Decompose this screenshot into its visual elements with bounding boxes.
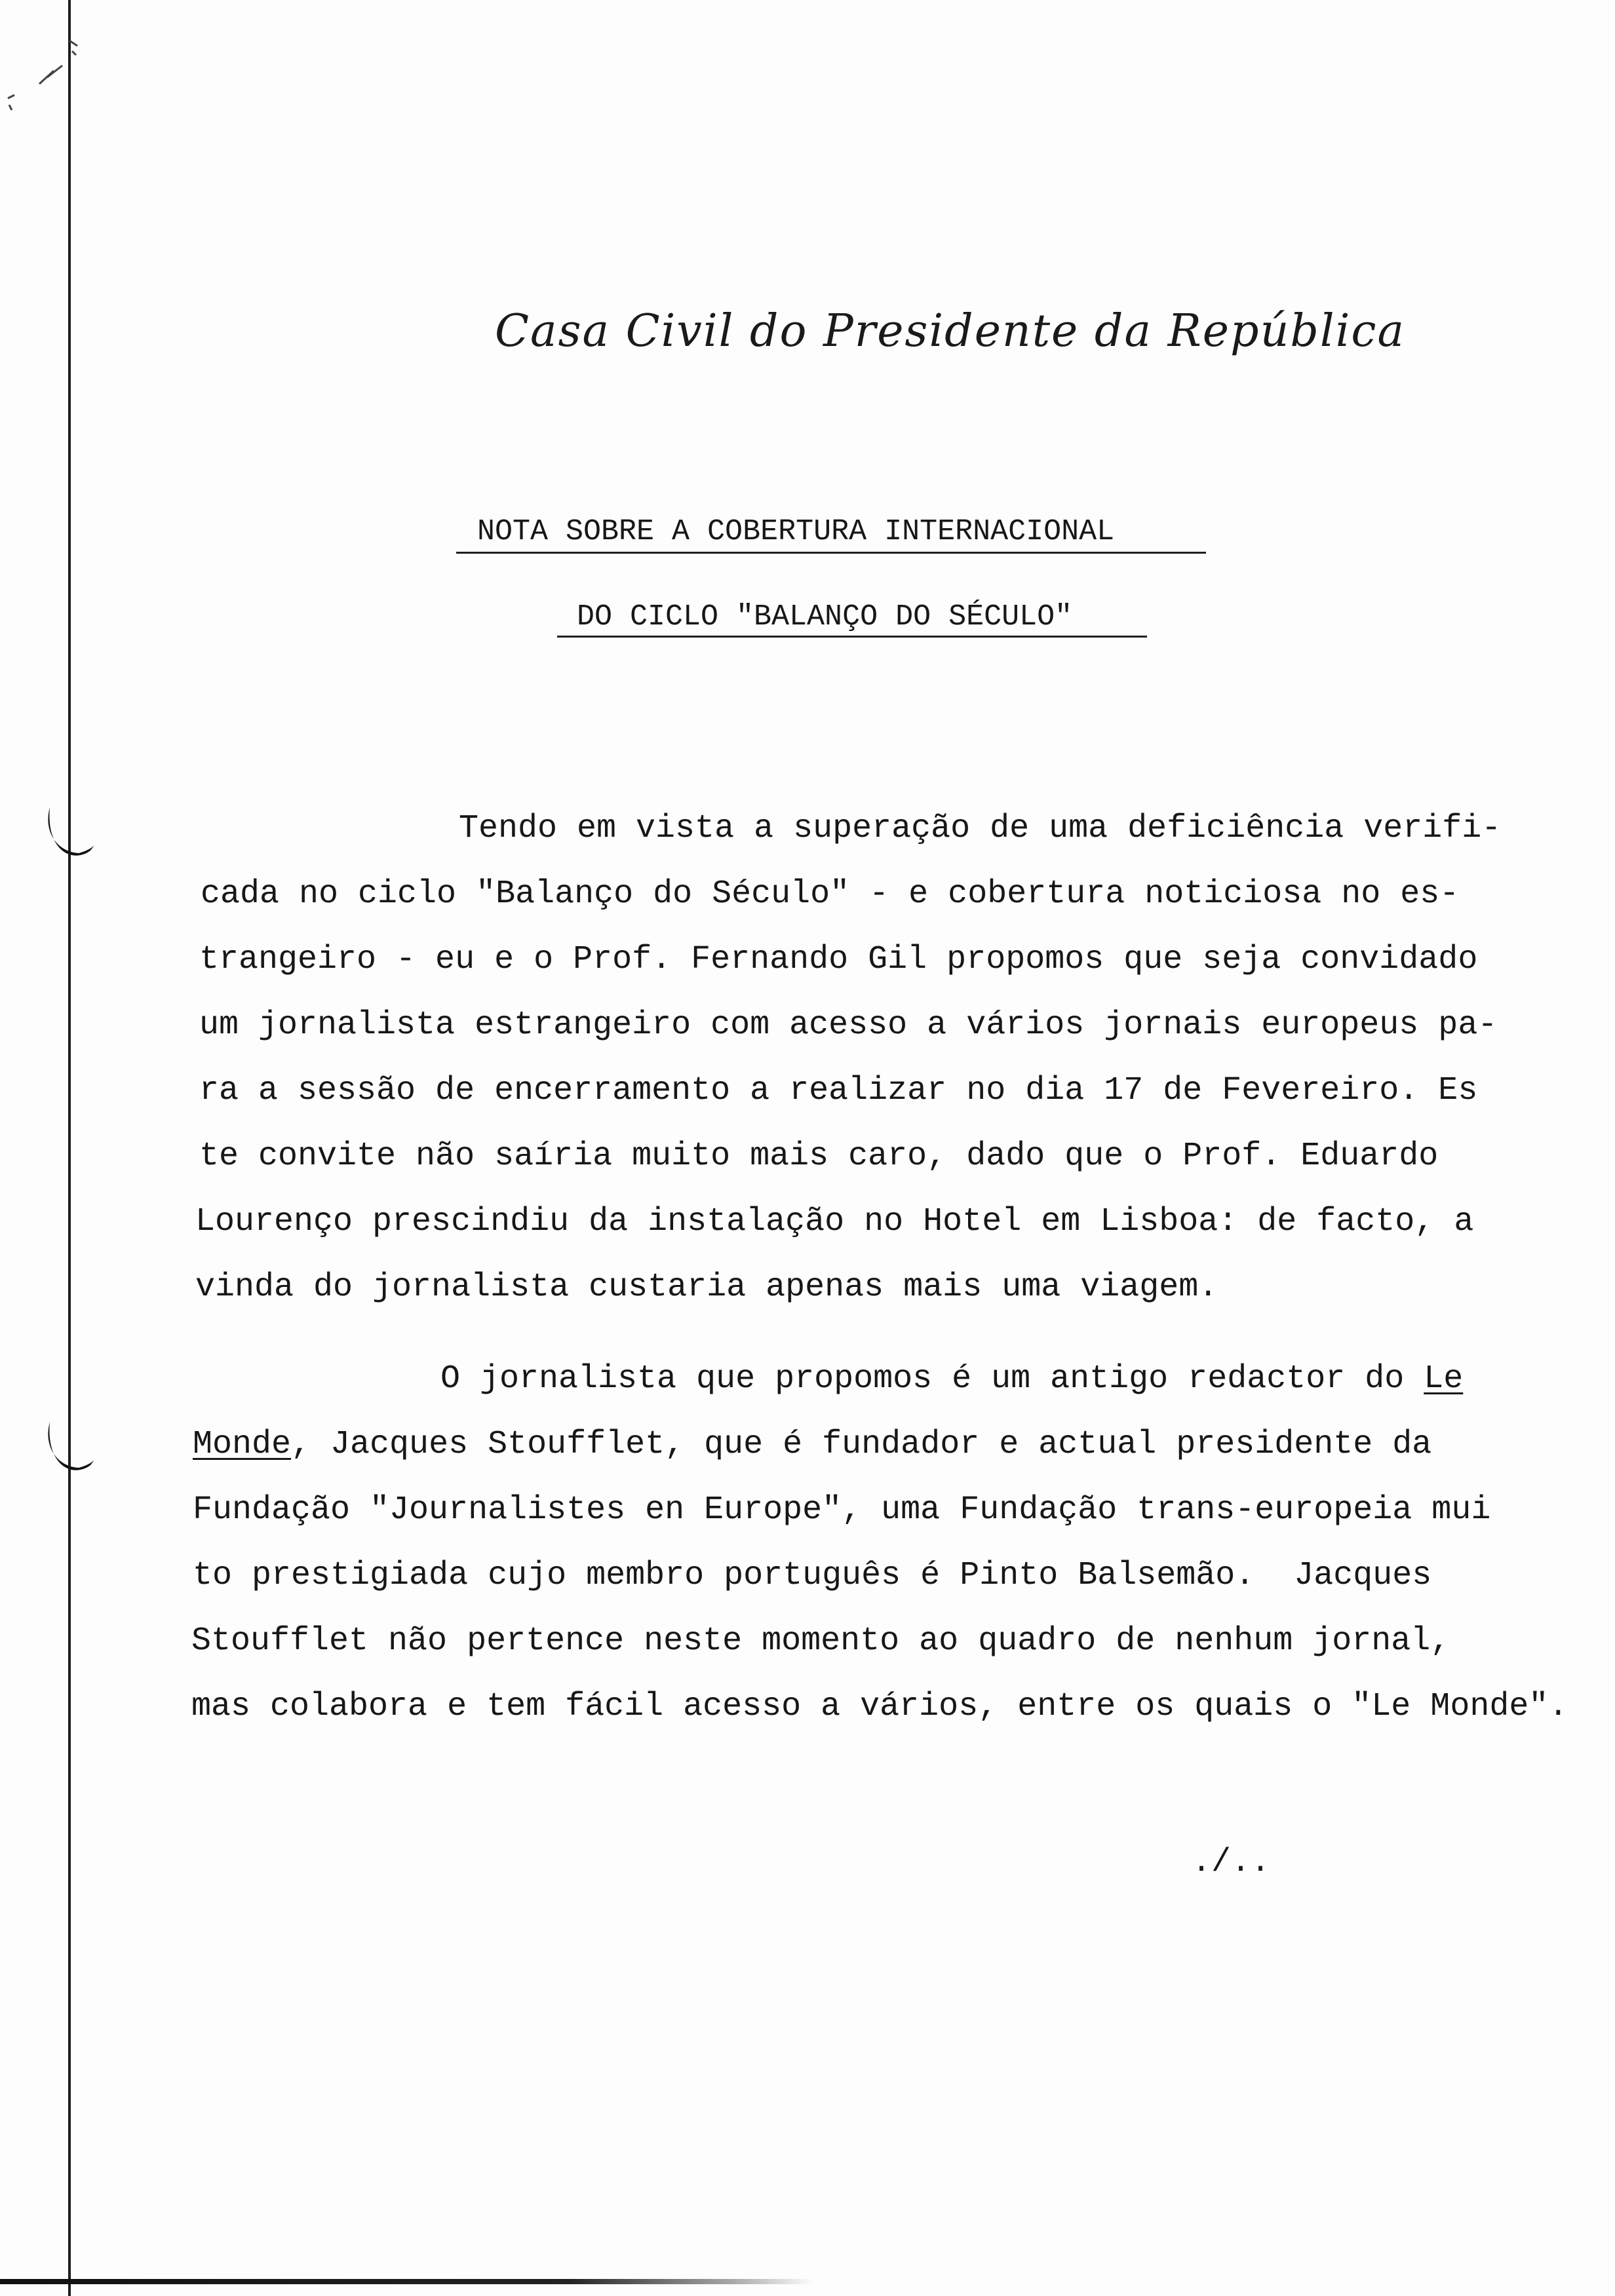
paragraph-1-line-4: um jornalista estrangeiro com acesso a vários jornais europeus pa-: [199, 1006, 1498, 1044]
paragraph-1-line-3: trangeiro - eu e o Prof. Fernando Gil propomos que seja convidado: [199, 941, 1478, 978]
paragraph-2-line-2-text: , Jacques Stoufflet, que é fundador e actual presidente da: [291, 1426, 1432, 1463]
title-underline-1: [456, 552, 1206, 554]
paragraph-1-line-1: Tendo em vista a superação de uma deficiência verifi-: [459, 810, 1502, 847]
le-monde-underlined-part-1: Le: [1424, 1360, 1464, 1398]
paragraph-2-line-1: [440, 1360, 1463, 1398]
title-line-1: NOTA SOBRE A COBERTURA INTERNACIONAL: [477, 515, 1115, 548]
title-line-2: DO CICLO "BALANÇO DO SÉCULO": [577, 600, 1073, 634]
paragraph-2-line-6: mas colabora e tem fácil acesso a vários, entre os quais o "Le Monde".: [191, 1688, 1568, 1725]
paragraph-2-line-3: Fundação "Journalistes en Europe", uma Fundação trans-europeia mui: [193, 1491, 1491, 1529]
paragraph-2-line-2: [193, 1426, 1431, 1463]
paragraph-1-line-8: vinda do jornalista custaria apenas mais uma viagem.: [195, 1269, 1218, 1306]
paragraph-1-line-6: te convite não saíria muito mais caro, dado que o Prof. Eduardo: [199, 1138, 1439, 1175]
paragraph-2-line-5: Stoufflet não pertence neste momento ao quadro de nenhum jornal,: [191, 1622, 1450, 1660]
paragraph-2-line-4: to prestigiada cujo membro português é Pinto Balsemão. Jacques: [193, 1557, 1432, 1594]
paragraph-2-line-1-text: O jornalista que propomos é um antigo redactor do: [440, 1360, 1424, 1398]
binder-hole-mark-top: [48, 807, 94, 856]
title-underline-2: [557, 636, 1147, 638]
binder-hole-mark-bottom: [48, 1422, 94, 1470]
continuation-mark: ./..: [1192, 1844, 1271, 1881]
paragraph-1-line-2: cada no ciclo "Balanço do Século" - e cobertura noticiosa no es-: [201, 875, 1460, 913]
paragraph-1-line-7: Lourenço prescindiu da instalação no Hotel em Lisboa: de facto, a: [195, 1203, 1474, 1240]
le-monde-underlined-part-2: Monde: [193, 1426, 292, 1463]
corner-scribble-mark: [8, 41, 77, 110]
letterhead: Casa Civil do Presidente da República: [495, 305, 1406, 357]
paragraph-1-line-5: ra a sessão de encerramento a realizar no dia 17 de Fevereiro. Es: [199, 1072, 1478, 1109]
